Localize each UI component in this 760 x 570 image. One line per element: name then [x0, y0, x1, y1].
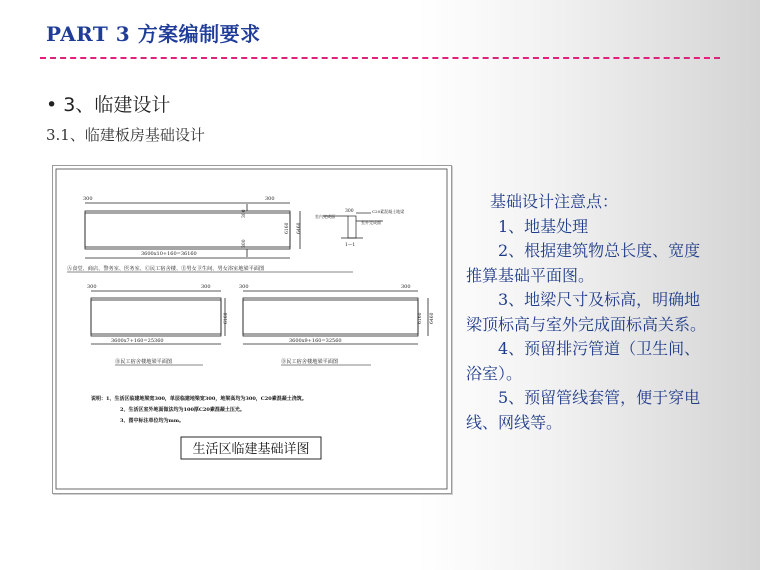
dim-a-length: 3600x10+160=36160	[141, 251, 197, 257]
caption-plan-a: Ⓐ食堂、商店、警务室、医务室、Ⓒ民工宿舍楼、Ⓔ男女卫生间、男女浴室地梁平面图	[67, 266, 265, 272]
dim-a-6160: 6160	[285, 222, 290, 234]
section-bullet: • 3、临建设计	[46, 94, 171, 116]
title-divider	[40, 57, 720, 59]
foundation-drawing	[52, 165, 452, 494]
plan-a	[85, 203, 300, 258]
dim-d-6460: 6460	[430, 312, 435, 324]
dim-b-6160: 6160	[224, 312, 229, 324]
section-dim: 300	[345, 209, 354, 214]
dim-b-length: 3600x7+160=25360	[111, 338, 164, 344]
dim-a-6460: 6460	[297, 222, 302, 234]
caption-plan-d: Ⓓ民工宿舍楼地梁平面图	[281, 359, 339, 365]
dim-a-v2: 300	[242, 239, 247, 248]
dim-a-left: 300	[83, 196, 93, 202]
note-item: 5、预留管线套管，便于穿电线、网线等。	[466, 388, 701, 432]
plan-b	[91, 291, 225, 344]
section-cut-label: 1—1	[345, 243, 356, 248]
section-indoor-label: 室内完成面	[315, 214, 335, 219]
dim-a-right: 300	[265, 196, 275, 202]
dim-b-right: 300	[201, 284, 211, 290]
dim-d-left: 300	[239, 284, 249, 290]
dim-d-right: 300	[401, 284, 411, 290]
remark-3: 3、图中标注单位均为mm。	[120, 418, 185, 424]
note-item: 4、预留排污管道（卫生间、浴室）。	[466, 339, 701, 383]
remark-2: 2、生活区室外地面做法均为100厚C20素混凝土压光。	[120, 407, 245, 413]
drawing-title: 生活区临建基础详图	[192, 442, 310, 457]
dim-d-6160: 6160	[418, 312, 423, 324]
design-notes	[466, 190, 716, 435]
note-item: 1、地基处理	[498, 216, 589, 236]
plan-d	[243, 291, 428, 344]
notes-heading: 基础设计注意点：	[490, 192, 619, 211]
slide-title: PART 3 方案编制要求	[46, 22, 261, 46]
section-outdoor-label: 室外完成面	[361, 220, 381, 225]
section-c20-label: C20素混凝土地梁	[372, 209, 405, 214]
note-item: 3、地梁尺寸及标高，明确地梁顶标高与室外完成面标高关系。	[466, 290, 707, 334]
dim-b-left: 300	[87, 284, 97, 290]
dim-d-length: 3600x9+160=32560	[289, 338, 342, 344]
dim-a-v1: 300	[242, 209, 247, 218]
remark-1: 说明：1、生活区临建地梁宽300，单层临建地梁宽300，地梁高均为300，C20素混凝土浇筑。	[91, 396, 307, 402]
note-item: 2、根据建筑物总长度、宽度推算基础平面图。	[466, 241, 701, 285]
caption-plan-b: Ⓑ民工宿舍楼地梁平面图	[115, 359, 173, 365]
subsection-heading: 3.1、临建板房基础设计	[46, 126, 205, 144]
